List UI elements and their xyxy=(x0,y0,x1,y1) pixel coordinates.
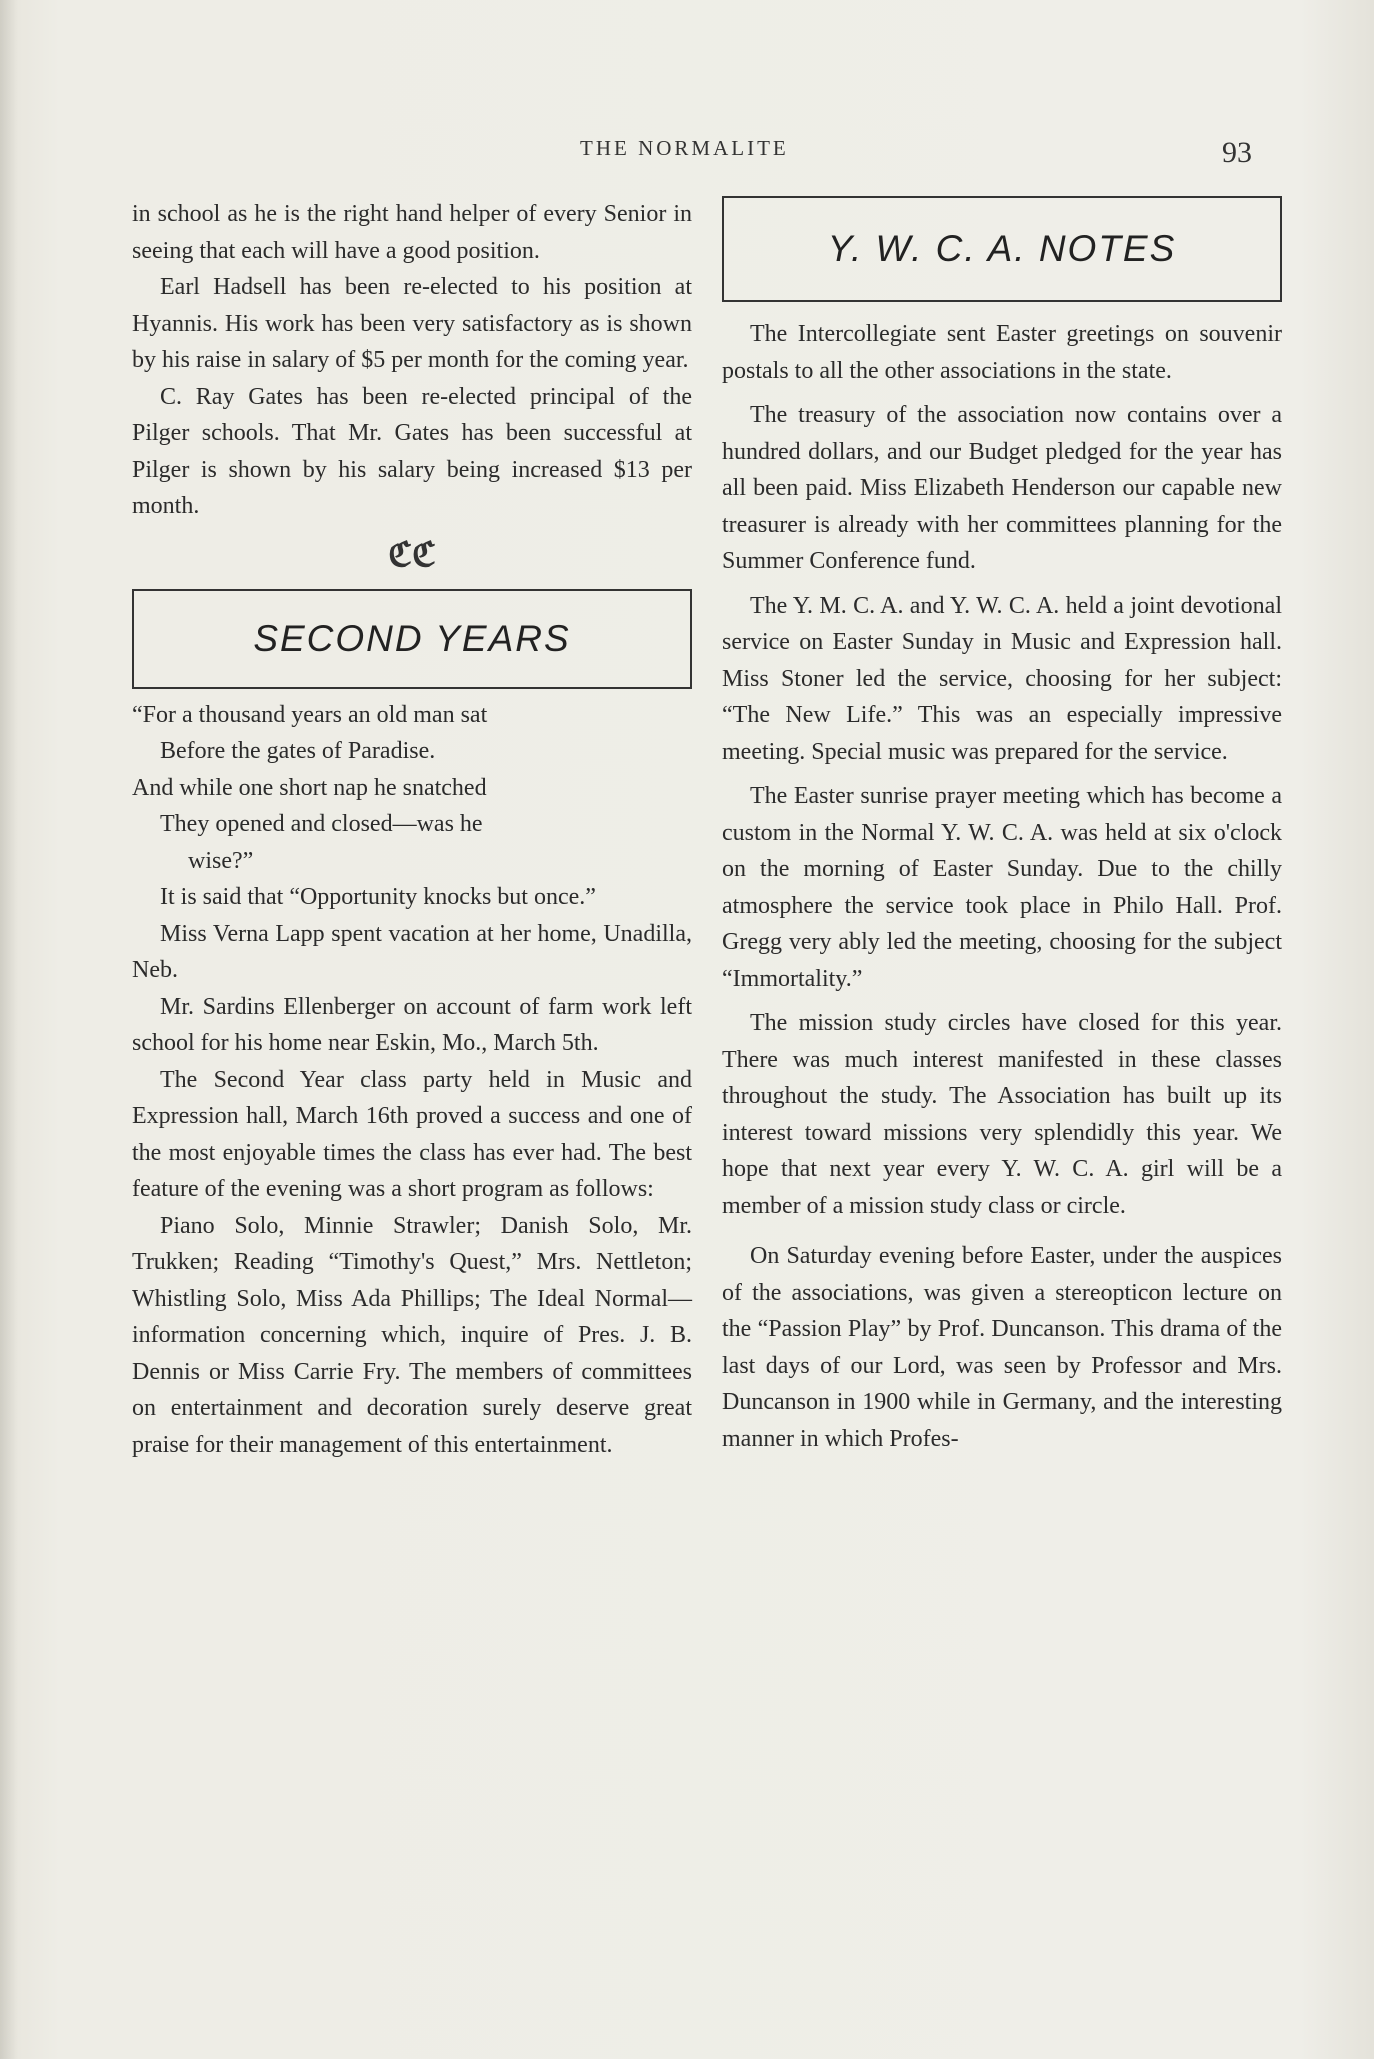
paragraph: The mission study circles have closed for this year. There was much interest manifested in these classes throughout the study. The Association has built up its interest toward missions very splendidly this year. We hope that next year every Y. W. C. A. girl will be a member of a mission study class or circle. xyxy=(722,1010,1282,1219)
paragraph: Piano Solo, Minnie Strawler; Danish Solo, Mr. Trukken; Reading “Timothy's Quest,” Mrs. Nettleton; Whistling Solo, Miss Ada Phillips; The Ideal Normal—information concerning which, inquire of Pres. J. B. Dennis or Miss Carrie Fry. The members of committees on entertainment and decoration surely deserve great praise for their management of this entertainment. xyxy=(132,1212,692,1458)
paragraph: in school as he is the right hand helper of every Senior in seeing that each will have a good position. xyxy=(132,201,692,264)
ornament-divider: ℭℭ xyxy=(388,536,436,574)
paragraph: It is said that “Opportunity knocks but once.” xyxy=(160,884,596,910)
poem-line: “For a thousand years an old man sat xyxy=(132,701,488,728)
section-title: Y. W. C. A. NOTES xyxy=(827,228,1177,269)
paragraph: Miss Verna Lapp spent vacation at her home, Unadilla, Neb. xyxy=(132,920,692,983)
paragraph: The Easter sunrise prayer meeting which has become a custom in the Normal Y. W. C. A. was held at six o'clock on the morning of Easter Sunday. Due to the chilly atmosphere the service took place in Philo Hall. Prof. Gregg very ably led the meeting, choosing for the subject “Immortality.” xyxy=(722,783,1282,992)
paragraph: Earl Hadsell has been re-elected to his position at Hyannis. His work has been very satisfactory as is shown by his raise in salary of $5 per month for the coming year. xyxy=(132,274,692,373)
paragraph: C. Ray Gates has been re-elected principal of the Pilger schools. That Mr. Gates has been successful at Pilger is shown by his salary being increased $13 per month. xyxy=(132,383,692,519)
paragraph: Mr. Sardins Ellenberger on account of farm work left school for his home near Eskin, Mo., March 5th. xyxy=(132,993,692,1056)
paragraph: On Saturday evening before Easter, under the auspices of the associations, was given a stereopticon lecture on the “Passion Play” by Prof. Duncanson. This drama of the last days of our Lord, was seen by Professor and Mrs. Duncanson in 1900 while in Germany, and the interesting manner in which Profes- xyxy=(722,1243,1282,1452)
section-title: SECOND YEARS xyxy=(253,617,571,659)
poem-line: Before the gates of Paradise. xyxy=(160,738,436,764)
page-number: 93 xyxy=(1222,136,1252,169)
paragraph: The Y. M. C. A. and Y. W. C. A. held a joint devotional service on Easter Sunday in Music and Expression hall. Miss Stoner led the service, choosing for her subject: “The New Life.” This was an especially impressive meeting. Special music was prepared for the service. xyxy=(722,592,1282,765)
poem-line: And while one short nap he snatched xyxy=(132,774,487,801)
poem xyxy=(132,697,692,880)
paragraph: The treasury of the association now contains over a hundred dollars, and our Budget pledged for the year has all been paid. Miss Elizabeth Henderson our capable new treasurer is already with her committees planning for the Summer Conference fund. xyxy=(722,402,1282,574)
left-column xyxy=(132,196,692,1463)
poem-line: wise?” xyxy=(188,847,254,874)
section-heading-box xyxy=(722,196,1282,302)
poem-line: They opened and closed—was he xyxy=(160,811,483,837)
paragraph: The Intercollegiate sent Easter greetings on souvenir postals to all the other associations in the state. xyxy=(722,321,1282,384)
paragraph: The Second Year class party held in Music and Expression hall, March 16th proved a success and one of the most enjoyable times the class has ever had. The best feature of the evening was a short program as follows: xyxy=(132,1066,692,1202)
running-header: THE NORMALITE xyxy=(580,136,789,160)
right-column xyxy=(722,196,1282,1457)
section-heading-box xyxy=(132,589,692,689)
